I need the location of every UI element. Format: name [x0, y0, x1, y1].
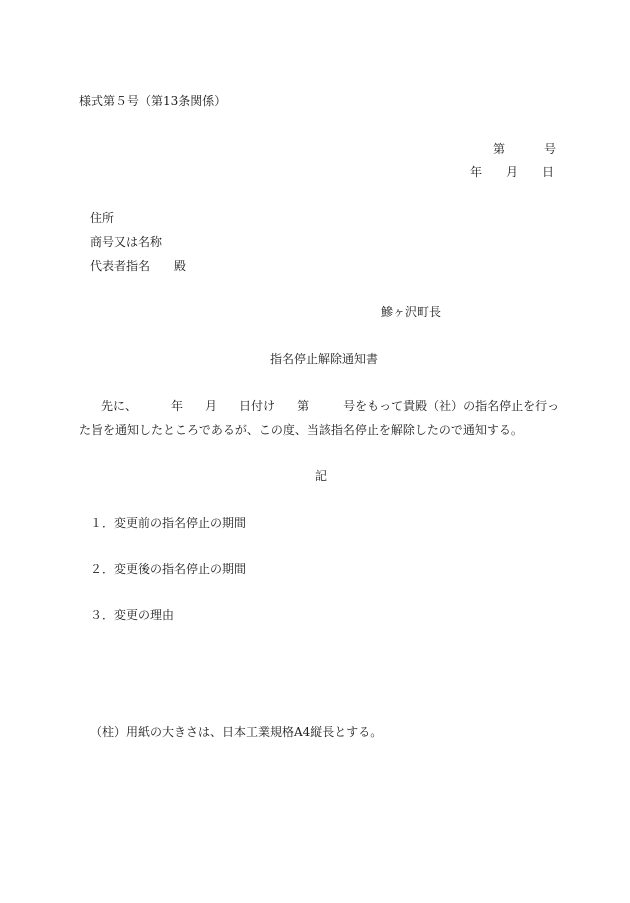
body-dated: 日付け [239, 399, 276, 413]
body-dai: 第 [297, 399, 310, 413]
date-day: 日 [542, 165, 555, 179]
body-rest: 号をもって貴殿（社）の指名停止を行っ [343, 399, 560, 413]
list-item-2: ２．変更後の指名停止の期間 [90, 562, 247, 576]
form-number: 様式第５号（第13条関係） [79, 94, 227, 108]
body-year: 年 [171, 399, 184, 413]
document-number-dai: 第 [493, 142, 506, 156]
addressee-company-label: 商号又は名称 [90, 235, 163, 249]
date-year: 年 [470, 165, 483, 179]
document-number-go: 号 [544, 142, 557, 156]
body-line-1 [101, 400, 559, 412]
honorific: 殿 [174, 259, 187, 273]
list-item-3: ３．変更の理由 [90, 608, 175, 622]
document-title: 指名停止解除通知書 [270, 352, 379, 366]
addressee-representative [90, 260, 186, 272]
representative-label: 代表者指名 [90, 259, 151, 273]
date-month: 月 [506, 165, 519, 179]
body-month: 月 [205, 399, 218, 413]
footnote: （柱）用紙の大きさは、日本工業規格A4縦長とする。 [90, 725, 383, 739]
addressee-address-label: 住所 [90, 211, 115, 225]
document-number [493, 143, 556, 155]
list-item-1: １．変更前の指名停止の期間 [90, 516, 247, 530]
ki-heading: 記 [315, 469, 328, 483]
issue-date [470, 166, 554, 178]
issuer-name: 鰺ヶ沢町長 [381, 305, 442, 319]
body-start: 先に、 [101, 399, 138, 413]
body-line-2: た旨を通知したところであるが、この度、当該指名停止を解除したので通知する。 [79, 423, 523, 437]
